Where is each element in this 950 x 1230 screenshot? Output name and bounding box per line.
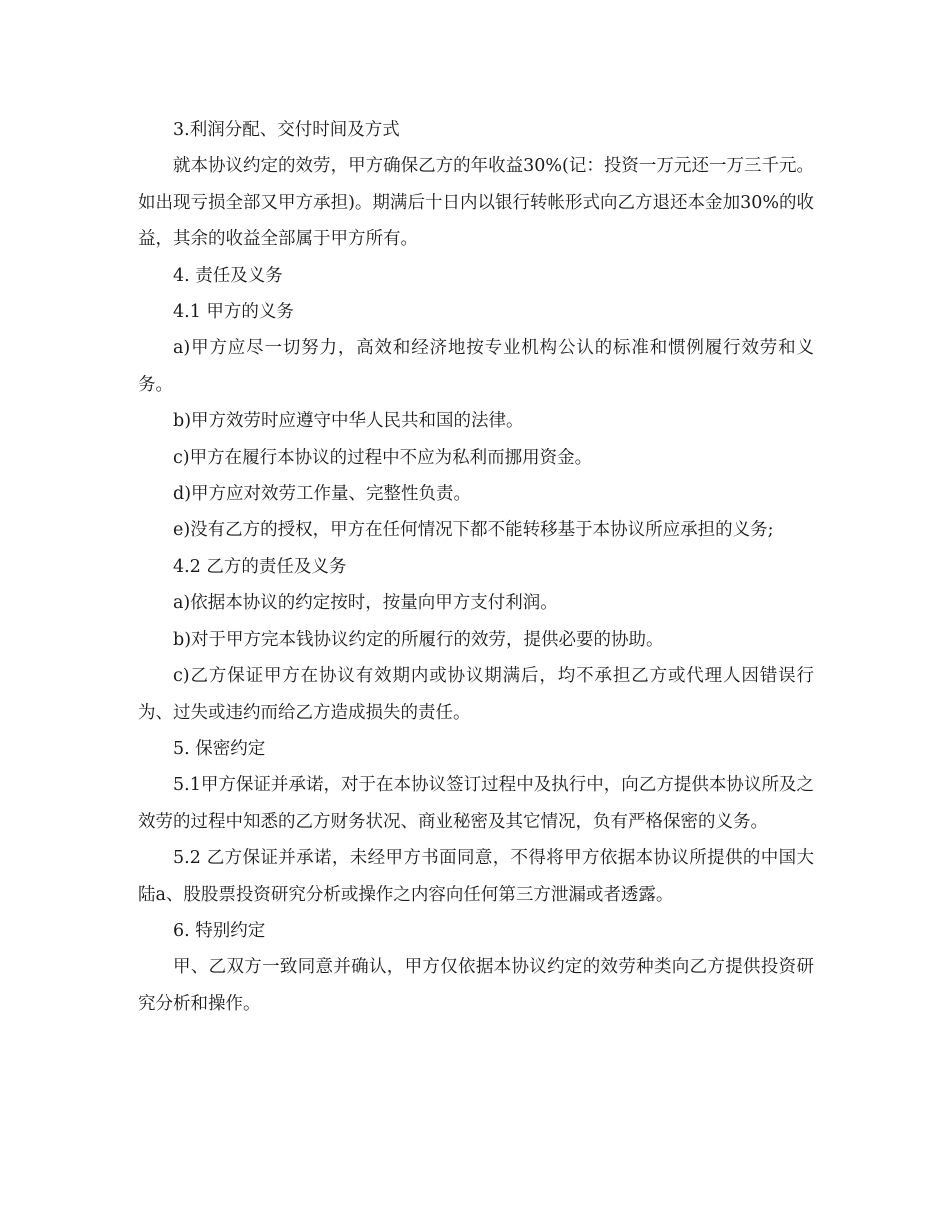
subsection-heading-party-a-obligations: 4.1 甲方的义务 bbox=[173, 302, 294, 323]
section-heading-confidentiality: 5. 保密约定 bbox=[173, 738, 266, 759]
section-heading-profit-distribution: 3.利润分配、交付时间及方式 bbox=[173, 120, 400, 140]
clause-c-party-a: c)甲方在履行本协议的过程中不应为私利而挪用资金。 bbox=[173, 447, 593, 468]
clause-c-party-b: c)乙方保证甲方在协议有效期内或协议期满后，均不承担乙方或代理人因错误行为、过失或违约而给乙方造成损失的责任。 bbox=[138, 666, 814, 723]
section-heading-special-agreement: 6. 特别约定 bbox=[173, 920, 266, 941]
clause-b-party-b: b)对于甲方完本钱协议约定的所履行的效劳，提供必要的协助。 bbox=[173, 629, 664, 650]
section-heading-responsibilities: 4. 责任及义务 bbox=[173, 265, 283, 286]
clause-a-party-a: a)甲方应尽一切努力，高效和经济地按专业机构公认的标准和惯例履行效劳和义务。 bbox=[138, 338, 814, 395]
clause-5-2: 5.2 乙方保证并承诺，未经甲方书面同意，不得将甲方依据本协议所提供的中国大陆a、股股票投资研究分析或操作之内容向任何第三方泄漏或者透露。 bbox=[138, 848, 814, 905]
subsection-heading-party-b-obligations: 4.2 乙方的责任及义务 bbox=[173, 556, 347, 577]
paragraph-special-agreement: 甲、乙双方一致同意并确认，甲方仅依据本协议约定的效劳种类向乙方提供投资研究分析和操作。 bbox=[138, 957, 814, 1014]
document-body bbox=[138, 112, 814, 1022]
clause-b-party-a: b)甲方效劳时应遵守中华人民共和国的法律。 bbox=[173, 411, 524, 432]
clause-a-party-b: a)依据本协议的约定按时，按量向甲方支付利润。 bbox=[173, 593, 558, 614]
clause-5-1: 5.1甲方保证并承诺，对于在本协议签订过程中及执行中，向乙方提供本协议所及之效劳的过程中知悉的乙方财务状况、商业秘密及其它情况，负有严格保密的义务。 bbox=[138, 775, 814, 832]
clause-e-party-a: e)没有乙方的授权，甲方在任何情况下都不能转移基于本协议所应承担的义务; bbox=[173, 520, 774, 541]
clause-d-party-a: d)甲方应对效劳工作量、完整性负责。 bbox=[173, 484, 472, 505]
paragraph-profit-terms: 就本协议约定的效劳，甲方确保乙方的年收益30%(记：投资一万元还一万三千元。如出现亏损全部又甲方承担)。期满后十日内以银行转帐形式向乙方退还本金加30%的收益，其余的收益全部属于甲方所有。 bbox=[138, 156, 814, 250]
